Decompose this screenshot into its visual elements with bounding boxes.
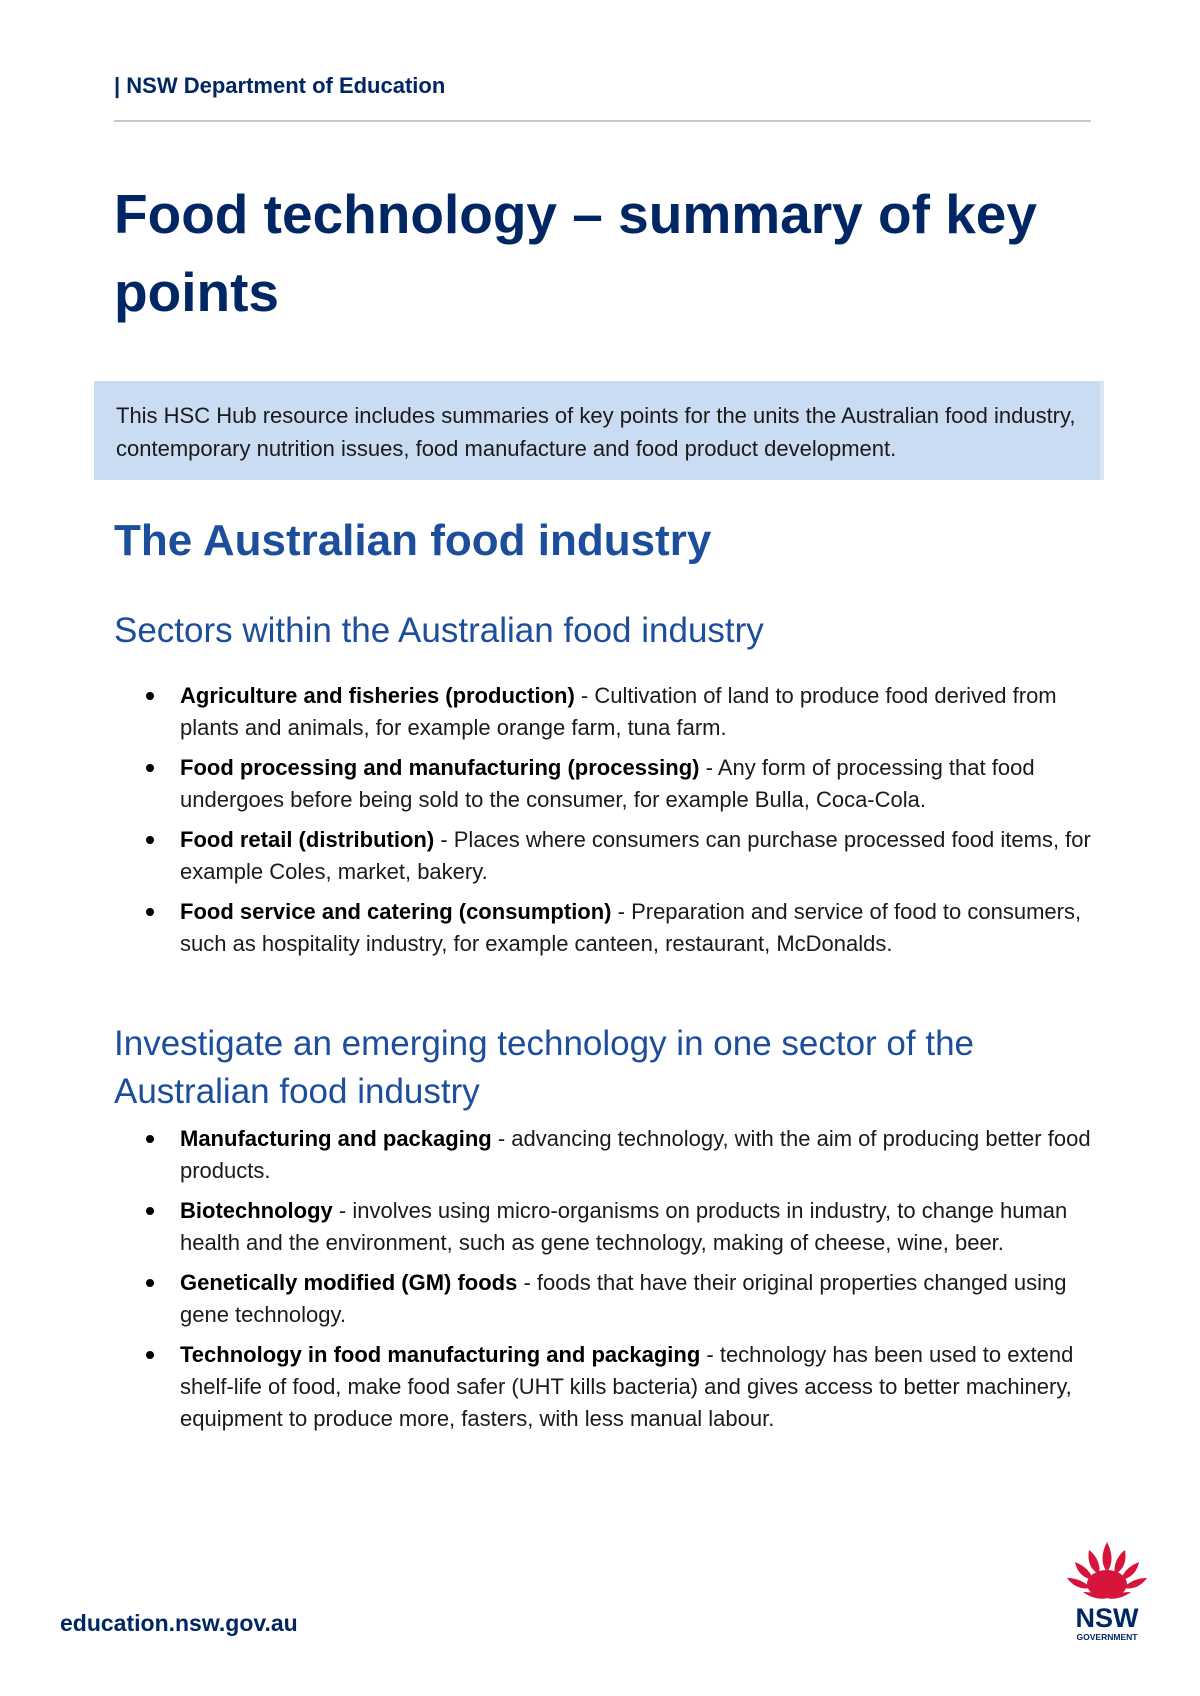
bullet-icon — [146, 764, 154, 772]
subsection-heading-emerging-technology: Investigate an emerging technology in one sector of the Australian food industry — [114, 1024, 974, 1111]
bullet-icon — [146, 1279, 154, 1287]
list-item — [180, 1123, 1100, 1187]
logo-text: NSW — [1075, 1603, 1139, 1633]
list-item — [180, 1339, 1100, 1435]
bullet-icon — [146, 1351, 154, 1359]
waratah-icon — [1063, 1540, 1151, 1648]
list-item — [180, 752, 1100, 816]
nsw-government-logo — [1063, 1540, 1151, 1648]
list-item-text: - technology has been used to extend shelf-life of food, make food safer (UHT kills bacteria) and gives access to better machinery, equipment to produce more, fasters, with less manual labour. — [180, 1342, 1074, 1431]
subsection-heading-sectors: Sectors within the Australian food industry — [114, 611, 764, 650]
list-item-text: - Preparation and service of food to consumers, such as hospitality industry, for example canteen, restaurant, McDonalds. — [180, 899, 1082, 956]
list-item-term: Agriculture and fisheries (production) — [180, 683, 575, 708]
list-item — [180, 1267, 1100, 1331]
bullet-icon — [146, 1207, 154, 1215]
list-item — [180, 1195, 1100, 1259]
bullet-icon — [146, 908, 154, 916]
list-item-term: Food processing and manufacturing (processing) — [180, 755, 700, 780]
list-item-term: Biotechnology — [180, 1198, 333, 1223]
list-item-text: - Cultivation of land to produce food derived from plants and animals, for example orange farm, tuna farm. — [180, 683, 1057, 740]
list-item-text: - Places where consumers can purchase processed food items, for example Coles, market, bakery. — [180, 827, 1091, 884]
emerging-technology-list — [180, 1123, 1100, 1443]
list-item-term: Manufacturing and packaging — [180, 1126, 492, 1151]
list-item-text: - Any form of processing that food undergoes before being sold to the consumer, for example Bulla, Coca-Cola. — [180, 755, 1035, 812]
list-item — [180, 824, 1100, 888]
intro-callout: This HSC Hub resource includes summaries of key points for the units the Australian food industry, contemporary nutrition issues, food manufacture and food product development. — [94, 381, 1104, 480]
list-item-term: Food retail (distribution) — [180, 827, 435, 852]
list-item-term: Food service and catering (consumption) — [180, 899, 612, 924]
list-item-text: - foods that have their original properties changed using gene technology. — [180, 1270, 1067, 1327]
list-item — [180, 896, 1100, 960]
list-item-term: Technology in food manufacturing and packaging — [180, 1342, 701, 1367]
list-item-term: Genetically modified (GM) foods — [180, 1270, 518, 1295]
header-org: | NSW Department of Education — [114, 73, 446, 98]
sectors-list — [180, 680, 1100, 968]
footer-url: education.nsw.gov.au — [60, 1610, 298, 1636]
bullet-icon — [146, 836, 154, 844]
header-divider — [114, 120, 1091, 122]
bullet-icon — [146, 692, 154, 700]
page-title: Food technology – summary of key points — [114, 183, 1037, 323]
bullet-icon — [146, 1135, 154, 1143]
logo-subtext: GOVERNMENT — [1076, 1632, 1138, 1642]
list-item-text: - involves using micro-organisms on products in industry, to change human health and the environment, such as gene technology, making of cheese, wine, beer. — [180, 1198, 1068, 1255]
list-item — [180, 680, 1100, 744]
section-heading: The Australian food industry — [114, 516, 712, 565]
list-item-text: - advancing technology, with the aim of producing better food products. — [180, 1126, 1091, 1183]
